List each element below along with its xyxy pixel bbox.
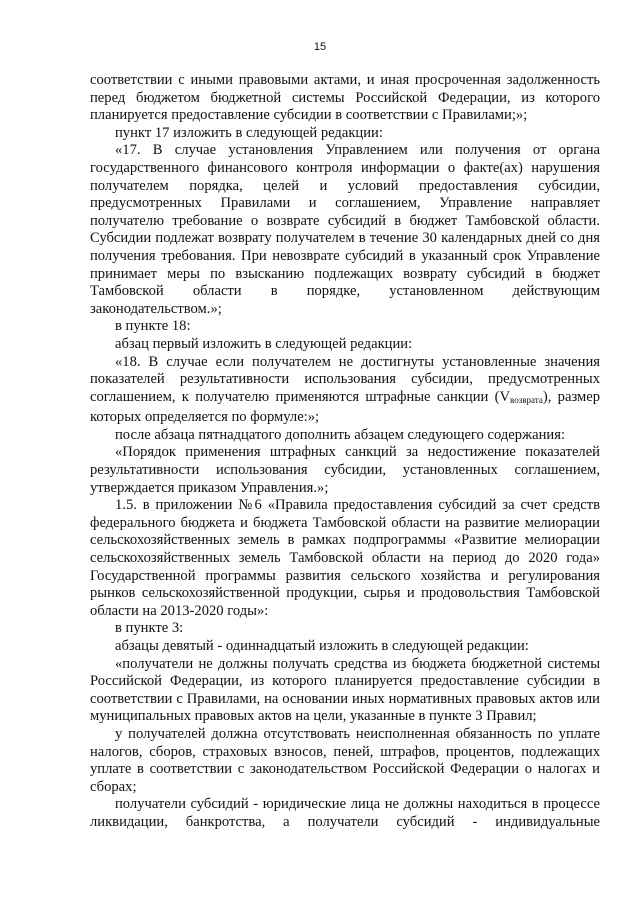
paragraph: у получателей должна отсутствовать неисполненная обязанность по уплате налогов, сборов, страховых взносов, пеней, штрафов, процентов, подлежащих уплате в соответствии с законодательством Российской Федерации о налогах и сборах; [90, 725, 600, 795]
document-body [90, 72, 600, 832]
paragraph-text: «18. В случае если получателем не достигнуты установленные значения показателей результативности использования субсидии, предусмотренных соглашением, к получателю применяются штрафные санкции (V [90, 353, 600, 405]
paragraph: пункт 17 изложить в следующей редакции: [115, 124, 383, 141]
paragraph: в пункте 18: [115, 318, 191, 335]
paragraph: после абзаца пятнадцатого дополнить абзацем следующего содержания: [115, 426, 565, 443]
paragraph-with-subscript [90, 354, 600, 427]
paragraph-text-tail: ), размер которых определяется по формуле:»; [90, 388, 601, 426]
subscript-vozvrata: возврата [510, 394, 543, 405]
paragraph: «получатели не должны получать средства из бюджета бюджетной системы Российской Федерации, из которого планируется предоставление субсидии в соответствии с Правилами, на основании иных нормативных правовых актов или муниципальных правовых актов на цели, указанные в пункте 3 Правил; [90, 655, 600, 725]
paragraph: 1.5. в приложении №6 «Правила предоставления субсидий за счет средств федерального бюджета и бюджета Тамбовской области на развитие мелиорации сельскохозяйственных земель в рамках подпрограммы «Развитие мелиорации сельскохозяйственных земель Тамбовской области на период до 2020 года» Государственной программы развития сельского хозяйства и регулирования рынков сельскохозяйственной продукции, сырья и продовольствия Тамбовской области на 2013-2020 годы»: [90, 497, 600, 619]
paragraph: абзацы девятый - одиннадцатый изложить в следующей редакции: [115, 638, 529, 654]
paragraph: соответствии с иными правовыми актами, и иная просроченная задолженность перед бюджетом бюджетной системы Российской Федерации, из которого планируется предоставление субсидии в соответствии с Правилами;»; [90, 72, 600, 124]
paragraph: «17. В случае установления Управлением или получения от органа государственного финансового контроля информации о факте(ах) нарушения получателем порядка, целей и условий предоставления субсидии, предусмотренных Правилами и соглашением, Управление направляет получателю требование о возврате субсидий в бюджет Тамбовской области. Субсидии подлежат возврату получателем в течение 30 календарных дней со дня получения требования. При невозврате субсидий в указанный срок Управление принимает меры по взысканию подлежащих возврату субсидий в бюджет Тамбовской области в порядке, установленном действующим законодательством.»; [90, 142, 600, 317]
paragraph: получатели субсидий - юридические лица не должны находиться в процессе ликвидации, банкротства, а получатели субсидий - индивидуальные [90, 796, 600, 830]
page-number: 15 [313, 41, 327, 53]
paragraph: «Порядок применения штрафных санкций за недостижение показателей результативности использования субсидии, установленных соглашением, утверждается приказом Управления.»; [90, 444, 600, 496]
paragraph: в пункте 3: [115, 620, 184, 637]
paragraph: абзац первый изложить в следующей редакции: [115, 335, 413, 352]
